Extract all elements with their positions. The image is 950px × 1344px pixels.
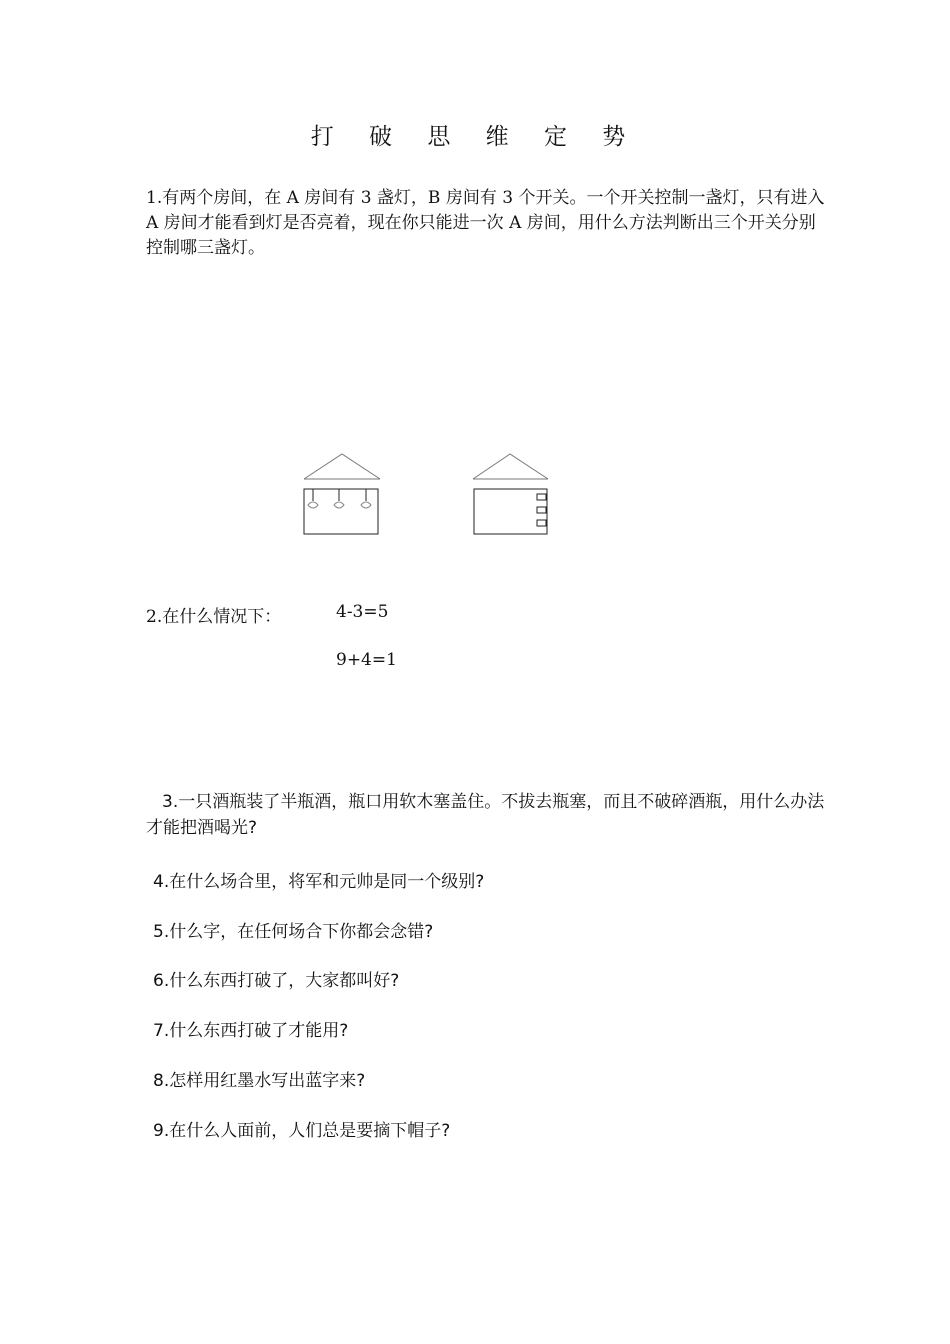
question-5: 5.什么字，在任何场合下你都会念错? [153, 922, 434, 942]
question-3: 3.一只酒瓶装了半瓶酒，瓶口用软木塞盖住。不拔去瓶塞，而且不破碎酒瓶，用什么办法才能把酒喝光? [146, 792, 825, 838]
lamp-icon [308, 489, 318, 508]
room-a-lamps [304, 454, 380, 534]
switch-icon [537, 520, 546, 526]
question-6: 6.什么东西打破了，大家都叫好? [153, 971, 400, 991]
equation: 9+4=1 [336, 650, 397, 670]
room-a-box [304, 489, 378, 534]
question-8: 8.怎样用红墨水写出蓝字来? [153, 1071, 366, 1091]
question-9: 9.在什么人面前，人们总是要摘下帽子? [153, 1121, 451, 1141]
switch-icon [537, 494, 546, 500]
question-1: 1.有两个房间，在 A 房间有 3 盏灯，B 房间有 3 个开关。一个开关控制一盏灯，只有进入 A 房间才能看到灯是否亮着，现在你只能进一次 A 房间，用什么方法判断出三个开关分别控制哪三盏灯。 [146, 188, 825, 258]
question-2-label: 2.在什么情况下： [146, 607, 282, 627]
question-7: 7.什么东西打破了才能用? [153, 1021, 349, 1041]
rooms-illustration [298, 452, 558, 542]
page-title: 打 破 思 维 定 势 [310, 124, 640, 150]
room-b-switches [473, 454, 548, 534]
room-b-roof [473, 454, 548, 479]
question-4: 4.在什么场合里，将军和元帅是同一个级别? [153, 872, 485, 892]
lamp-icon [361, 489, 371, 508]
switch-icon [537, 507, 546, 513]
lamp-icon [334, 489, 344, 508]
room-a-roof [304, 454, 380, 479]
room-b-box [474, 489, 547, 534]
equation: 4-3=5 [336, 602, 389, 622]
